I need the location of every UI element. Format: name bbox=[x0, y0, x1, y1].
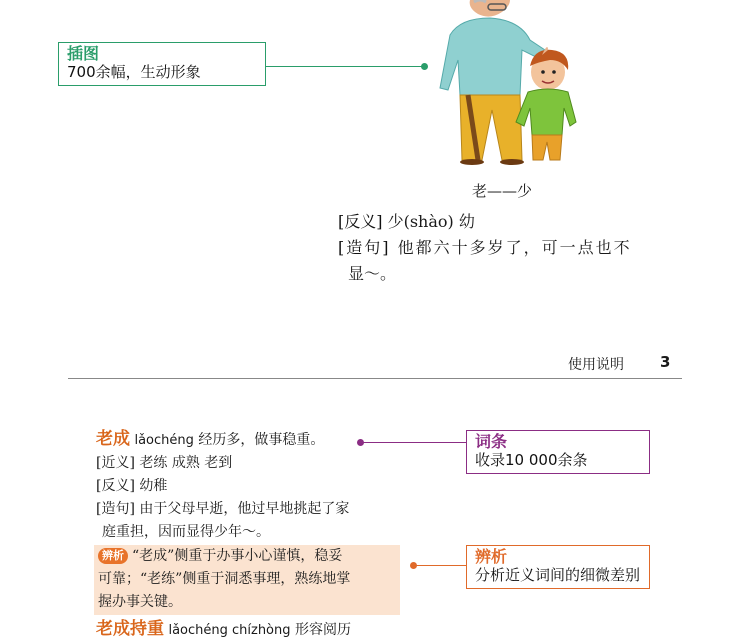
page-divider bbox=[68, 378, 682, 379]
pinyin: lǎochéng bbox=[134, 433, 194, 448]
entries-callout-title: 词条 bbox=[475, 432, 508, 451]
antonym-line bbox=[338, 209, 475, 235]
synonym-line bbox=[96, 452, 406, 475]
head-word-2: 老成持重 bbox=[96, 619, 164, 639]
illustration-callout-leader bbox=[266, 66, 426, 67]
analysis-text-1: “老成”侧重于办事小心谨慎，稳妥 bbox=[132, 548, 343, 564]
page-footer-label: 使用说明 bbox=[568, 357, 624, 373]
antonym-text: 少(shào) 幼 bbox=[387, 212, 475, 231]
head-word: 老成 bbox=[96, 429, 130, 449]
analysis-callout-title: 辨析 bbox=[475, 547, 508, 566]
sentence-text-2a: 由于父母早逝，他过早地挑起了家 bbox=[139, 501, 350, 517]
page-number: 3 bbox=[660, 353, 671, 371]
analysis-callout-desc: 分析近义词间的细微差别 bbox=[475, 566, 641, 584]
antonym-text-2: 幼稚 bbox=[139, 478, 168, 494]
entries-callout-leader bbox=[362, 442, 466, 443]
illustration-caption: 老——少 bbox=[472, 182, 533, 200]
illustration-callout-title: 插图 bbox=[67, 44, 100, 63]
illustration-callout-desc: 700余幅，生动形象 bbox=[67, 63, 201, 81]
entry-laocheng-chizhong bbox=[96, 618, 351, 642]
sentence-line-1 bbox=[338, 235, 632, 261]
analysis-line-1 bbox=[98, 545, 400, 568]
illustration-callout-dot bbox=[421, 63, 428, 70]
analysis-callout-leader bbox=[415, 565, 466, 566]
antonym-tag-2: [反义] bbox=[96, 478, 135, 494]
definition-2: 形容阅历 bbox=[294, 622, 351, 638]
entries-callout-desc: 收录10 000余条 bbox=[475, 451, 588, 469]
entries-callout bbox=[466, 430, 650, 474]
antonym-tag: [反义] bbox=[338, 212, 383, 231]
illustration-old-and-young bbox=[430, 0, 590, 165]
analysis-badge: 辨析 bbox=[98, 548, 128, 564]
analysis-line-3: 握办事关键。 bbox=[98, 594, 182, 610]
pinyin-2: lǎochéng chízhòng bbox=[168, 623, 291, 638]
analysis-text bbox=[98, 545, 400, 614]
definition: 经历多，做事稳重。 bbox=[198, 432, 325, 448]
sentence-line-2: 显～。 bbox=[348, 264, 397, 283]
analysis-callout bbox=[466, 545, 650, 589]
sentence-text-1: 他都六十多岁了，可一点也不 bbox=[397, 238, 632, 257]
sentence-tag: [造句] bbox=[338, 238, 391, 257]
analysis-line-2: 可靠；“老练”侧重于洞悉事理，熟练地掌 bbox=[98, 571, 351, 587]
synonym-text: 老练 成熟 老到 bbox=[139, 455, 233, 471]
sentence-line-2a bbox=[96, 498, 406, 521]
sentence-tag-2: [造句] bbox=[96, 501, 135, 517]
sentence-line-2b: 庭重担，因而显得少年～。 bbox=[102, 524, 270, 540]
antonym-line-2 bbox=[96, 475, 406, 498]
illustration-callout bbox=[58, 42, 266, 86]
synonym-tag: [近义] bbox=[96, 455, 135, 471]
